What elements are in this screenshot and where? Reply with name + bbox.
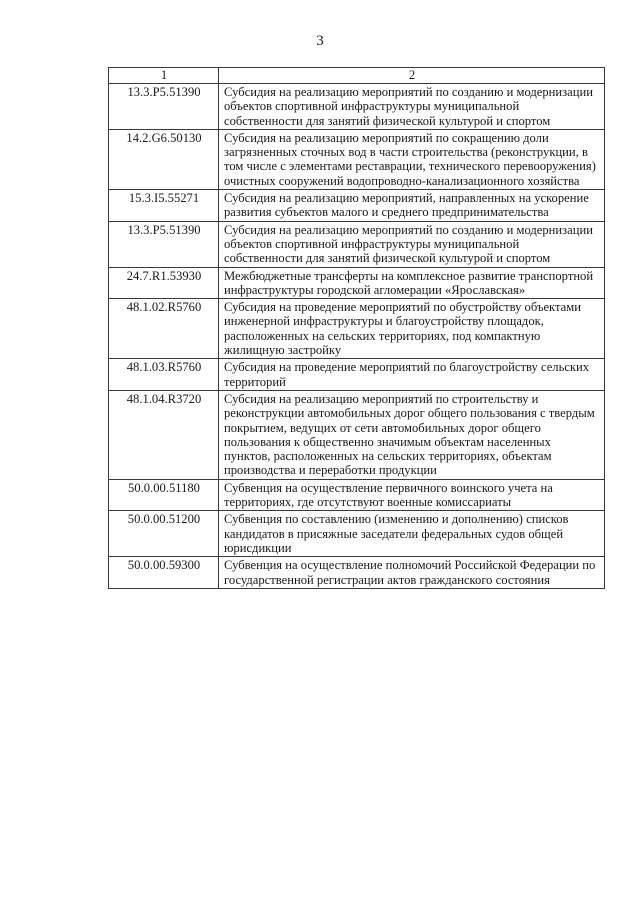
description-cell: Субсидия на реализацию мероприятий по созданию и модернизации объектов спортивной инфраструктуры муниципальной собственности для занятий физической культурой и спортом xyxy=(219,84,605,130)
table-row xyxy=(109,84,605,130)
description-cell: Субсидия на реализацию мероприятий, направленных на ускорение развития субъектов малого и среднего предпринимательства xyxy=(219,190,605,222)
budget-code-cell: 13.3.P5.51390 xyxy=(109,221,219,267)
budget-code-cell: 50.0.00.59300 xyxy=(109,557,219,589)
table-row xyxy=(109,267,605,299)
table-row xyxy=(109,359,605,391)
page-number: 3 xyxy=(316,33,324,49)
description-cell: Субвенция по составлению (изменению и дополнению) списков кандидатов в присяжные заседатели федеральных судов общей юрисдикции xyxy=(219,511,605,557)
budget-code-cell: 48.1.04.R3720 xyxy=(109,390,219,479)
description-cell: Субсидия на проведение мероприятий по обустройству объектами инженерной инфраструктуры и благоустройству площадок, расположенных на сельских территориях, под компактную жилищную застройку xyxy=(219,299,605,359)
column-header-code: 1 xyxy=(109,68,219,84)
table-row xyxy=(109,221,605,267)
description-cell: Субсидия на реализацию мероприятий по созданию и модернизации объектов спортивной инфраструктуры муниципальной собственности для занятий физической культурой и спортом xyxy=(219,221,605,267)
description-cell: Межбюджетные трансферты на комплексное развитие транспортной инфраструктуры городской агломерации «Ярославская» xyxy=(219,267,605,299)
budget-code-cell: 50.0.00.51200 xyxy=(109,511,219,557)
description-cell: Субсидия на проведение мероприятий по благоустройству сельских территорий xyxy=(219,359,605,391)
table-row xyxy=(109,390,605,479)
budget-code-cell: 48.1.02.R5760 xyxy=(109,299,219,359)
budget-code-cell: 50.0.00.51180 xyxy=(109,479,219,511)
table-row xyxy=(109,557,605,589)
budget-code-cell: 24.7.R1.53930 xyxy=(109,267,219,299)
description-cell: Субвенция на осуществление первичного воинского учета на территориях, где отсутствуют военные комиссариаты xyxy=(219,479,605,511)
budget-code-cell: 13.3.P5.51390 xyxy=(109,84,219,130)
budget-code-cell: 15.3.I5.55271 xyxy=(109,190,219,222)
column-header-description: 2 xyxy=(219,68,605,84)
table-row xyxy=(109,479,605,511)
budget-code-table xyxy=(108,67,605,589)
description-cell: Субвенция на осуществление полномочий Российской Федерации по государственной регистрации актов гражданского состояния xyxy=(219,557,605,589)
table-row xyxy=(109,511,605,557)
description-cell: Субсидия на реализацию мероприятий по строительству и реконструкции автомобильных дорог общего пользования с твердым покрытием, ведущих от сети автомобильных дорог общего пользования к общественно значимым объектам населенных пунктов, расположенных на сельских территориях, объектам производства и переработки продукции xyxy=(219,390,605,479)
description-cell: Субсидия на реализацию мероприятий по сокращению доли загрязненных сточных вод в части строительства (реконструкции, в том числе с элементами реставрации, технического перевооружения) очистных сооружений водопроводно-канализационного хозяйства xyxy=(219,129,605,189)
table-header-row xyxy=(109,68,605,84)
table-row xyxy=(109,190,605,222)
table-row xyxy=(109,299,605,359)
table-row xyxy=(109,129,605,189)
budget-code-cell: 48.1.03.R5760 xyxy=(109,359,219,391)
budget-code-cell: 14.2.G6.50130 xyxy=(109,129,219,189)
